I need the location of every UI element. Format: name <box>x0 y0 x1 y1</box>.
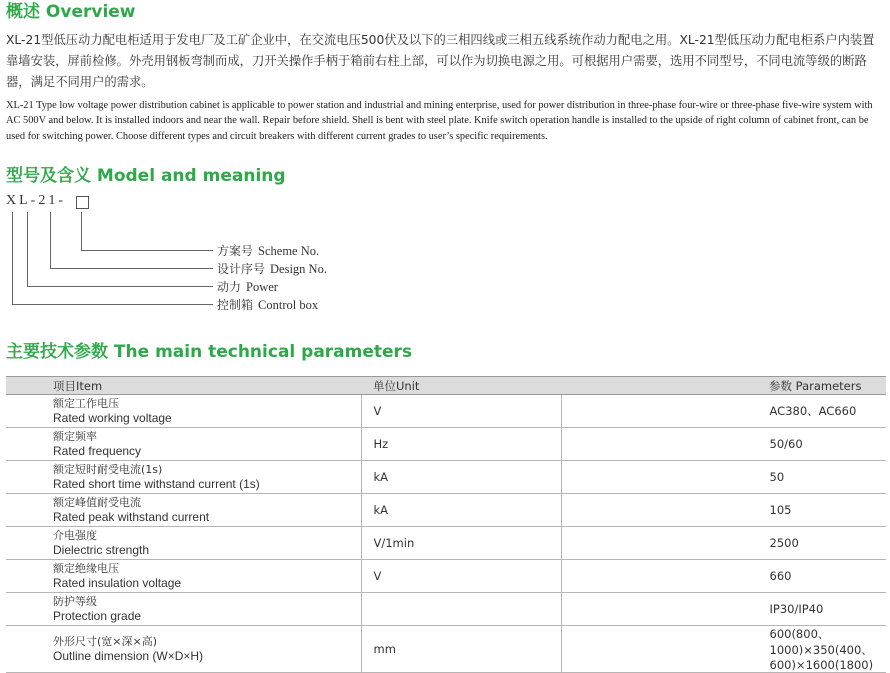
row-item: 额定频率 Rated frequency <box>6 428 361 461</box>
table-row <box>6 494 886 527</box>
model-heading: 型号及含义 Model and meaning <box>6 166 286 186</box>
row-value: 50 <box>561 461 886 494</box>
row-unit: V <box>361 395 561 428</box>
row-value: 600(800、1000)×350(400、600)×1600(1800) <box>561 626 886 673</box>
header-value: 参数 Parameters <box>561 377 886 395</box>
overview-chinese-text: XL-21型低压动力配电柜适用于发电厂及工矿企业中，在交流电压500伏及以下的三相四线或三相五线系统作动力配电之用。XL-21型低压动力配电柜系户内装置靠墙安装，屏前检修。外壳用钢板弯制而成，刀开关操作手柄于箱前右柱上部，可以作为切换电源之用。可根据用户需要，选用不同型号，不同电流等级的断路器，满足不同用户的需求。 <box>6 33 875 89</box>
header-item: 项目Item <box>6 377 361 395</box>
params-table <box>6 376 886 673</box>
row-unit: kA <box>361 461 561 494</box>
row-item: 防护等级 Protection grade <box>6 593 361 626</box>
table-row <box>6 593 886 626</box>
header-unit: 单位Unit <box>361 377 561 395</box>
row-item: 额定工作电压 Rated working voltage <box>6 395 361 428</box>
row-item: 额定绝缘电压 Rated insulation voltage <box>6 560 361 593</box>
table-row <box>6 560 886 593</box>
model-label-control-box: 控制箱 Control box <box>217 298 319 312</box>
params-heading: 主要技术参数 The main technical parameters <box>6 342 413 362</box>
overview-english-text: XL-21 Type low voltage power distribution cabinet is applicable to power station and industrial and mining enterprise, used for power distribution in three-phase four-wire or three-phase five-wire system with AC 500V and below. It is installed indoors and near the wall. Repair before shield. Shell is bent with steel plate. Knife switch operation handle is installed to the upside of right column of cabinet front, can be used for switching power. Choose different types and circuit breakers with different current grades to user’s specific requirements. <box>6 100 873 142</box>
model-label-scheme: 方案号 Scheme No. <box>217 244 320 258</box>
row-unit: Hz <box>361 428 561 461</box>
model-code: XL-21- <box>6 193 66 208</box>
table-row <box>6 428 886 461</box>
row-item: 外形尺寸(宽×深×高) Outline dimension (W×D×H) <box>6 626 361 673</box>
row-item: 额定短时耐受电流(1s) Rated short time withstand current (1s) <box>6 461 361 494</box>
row-value: IP30/IP40 <box>561 593 886 626</box>
row-unit: mm <box>361 626 561 673</box>
scheme-placeholder-box <box>76 196 89 209</box>
row-unit: V <box>361 560 561 593</box>
row-value: AC380、AC660 <box>561 395 886 428</box>
row-value: 50/60 <box>561 428 886 461</box>
row-value: 660 <box>561 560 886 593</box>
table-row <box>6 395 886 428</box>
row-unit: kA <box>361 494 561 527</box>
row-unit: V/1min <box>361 527 561 560</box>
table-row <box>6 626 886 673</box>
row-item: 介电强度 Dielectric strength <box>6 527 361 560</box>
overview-heading: 概述 Overview <box>6 2 136 22</box>
model-label-design: 设计序号 Design No. <box>217 262 327 276</box>
row-item: 额定峰值耐受电流 Rated peak withstand current <box>6 494 361 527</box>
row-unit <box>361 593 561 626</box>
params-header-row <box>6 377 886 395</box>
table-row <box>6 461 886 494</box>
row-value: 105 <box>561 494 886 527</box>
table-row <box>6 527 886 560</box>
row-value: 2500 <box>561 527 886 560</box>
model-label-power: 动力 Power <box>217 280 278 294</box>
